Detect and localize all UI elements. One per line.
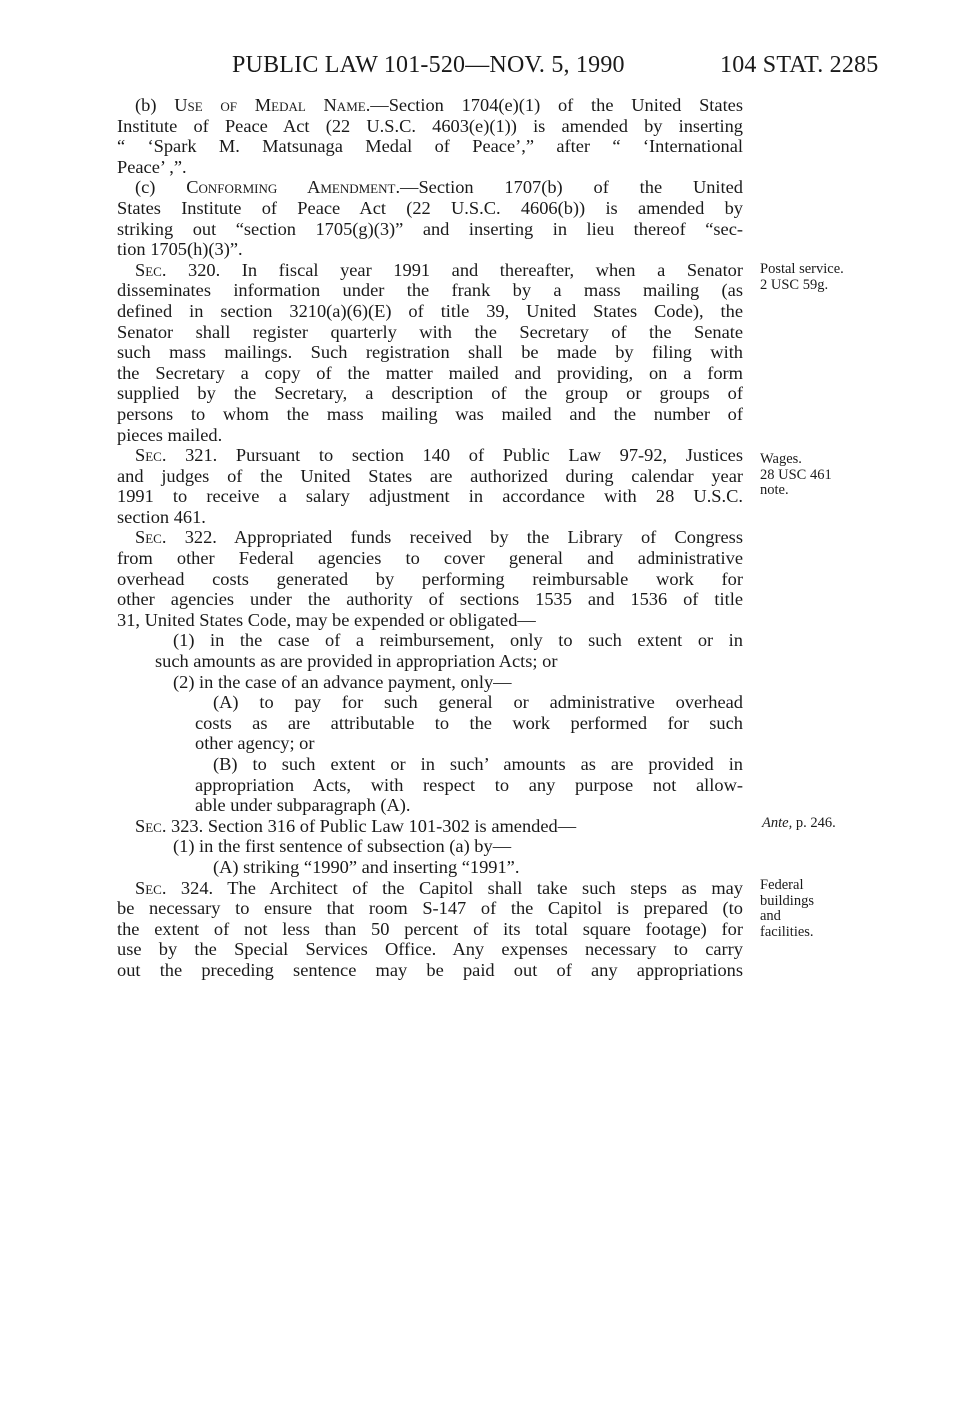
sec-323-item-1: (1) in the first sentence of subsection (a) by—: [173, 836, 512, 857]
sec-322-item-a-line-2: costs as are attributable to the work performed for such: [195, 712, 743, 733]
para-b-line-4: Peace’ ,”.: [117, 156, 187, 177]
header-title: PUBLIC LAW 101-520—NOV. 5, 1990: [232, 52, 625, 78]
sec-321-line-2: and judges of the United States are authorized during calendar year: [117, 465, 743, 486]
sec-322-item-1-line-1: (1) in the case of a reimbursement, only to such extent or in: [173, 630, 743, 651]
sec-320-line-2: disseminates information under the frank by a mass mailing (as: [117, 280, 743, 301]
para-b-heading: Use of Medal Name: [174, 95, 366, 115]
body-text: [117, 95, 743, 981]
para-b-line-3: “ ‘Spark M. Matsunaga Medal of Peace’,” after “ ‘International: [117, 136, 743, 157]
sec-323-line: Sec. 323. Section 316 of Public Law 101-302 is amended—: [135, 815, 577, 836]
sec-322-item-a-line-3: other agency; or: [195, 733, 315, 754]
para-c-line-2: States Institute of Peace Act (22 U.S.C. 4606(b)) is amended by: [117, 197, 743, 218]
sec-322-item-b-line-1: (B) to such extent or in such’ amounts as are provided in: [213, 754, 743, 774]
para-c-line-1: (c) Conforming Amendment.—Section 1707(b) of the United: [135, 177, 743, 198]
sec-322-line-5: 31, United States Code, may be expended or obligated—: [117, 609, 536, 630]
para-c-line-3: striking out “section 1705(g)(3)” and inserting in lieu thereof “sec-: [117, 218, 743, 239]
sec-324-line-2: be necessary to ensure that room S-147 of the Capitol is prepared (to: [117, 898, 743, 919]
sec-322-item-b-line-2: appropriation Acts, with respect to any purpose not allow-: [195, 774, 743, 795]
para-c-heading: Conforming Amendment: [186, 177, 396, 198]
sec-324-line-5: out the preceding sentence may be paid out of any appropriations: [117, 959, 743, 980]
sec-322-line-2: from other Federal agencies to cover general and administrative: [117, 548, 743, 569]
sec-322-item-b-line-3: able under subparagraph (A).: [195, 795, 411, 816]
sec-324-line-4: use by the Special Services Office. Any expenses necessary to carry: [117, 939, 743, 960]
sec-320-line-5: such mass mailings. Such registration shall be made by filing with: [117, 342, 743, 363]
sec-320-line-8: persons to whom the mass mailing was mailed and the number of: [117, 403, 743, 424]
sec-320-line-3: defined in section 3210(a)(6)(E) of title 39, United States Code), the: [117, 300, 743, 321]
margin-note-postal-service: Postal service. 2 USC 59g.: [760, 261, 844, 293]
header-stat-number: 104 STAT. 2285: [720, 52, 879, 78]
sec-321-line-3: 1991 to receive a salary adjustment in accordance with 28 U.S.C.: [117, 486, 743, 507]
sec-322-line-3: overhead costs generated by performing reimbursable work for: [117, 568, 743, 589]
sec-322-item-1-line-2: such amounts as are provided in appropriation Acts; or: [155, 651, 558, 672]
sec-321-line-4: section 461.: [117, 506, 206, 527]
margin-note-wages: Wages. 28 USC 461 note.: [760, 451, 832, 498]
sec-322-item-a-line-1: (A) to pay for such general or administrative overhead: [213, 692, 743, 713]
sec-320-line-7: supplied by the Secretary, a description of the group or groups of: [117, 383, 743, 404]
sec-322-line-4: other agencies under the authority of sections 1535 and 1536 of title: [117, 589, 743, 610]
sec-320-line-1: Sec. 320. In fiscal year 1991 and thereafter, when a Senator: [135, 259, 743, 280]
para-c-line-4: tion 1705(h)(3)”.: [117, 239, 243, 260]
sec-323-item-a: (A) striking “1990” and inserting “1991”.: [213, 856, 520, 877]
sec-324-line-1: Sec. 324. The Architect of the Capitol shall take such steps as may: [135, 877, 743, 898]
para-b-line-1: (b) Use of Medal Name.—Section 1704(e)(1) of the United States: [135, 95, 744, 115]
margin-note-ante: Ante, p. 246.: [762, 815, 836, 831]
sec-322-line-1: Sec. 322. Appropriated funds received by the Library of Congress: [135, 527, 743, 548]
sec-320-line-4: Senator shall register quarterly with the Secretary of the Senate: [117, 321, 743, 342]
sec-320-line-6: the Secretary a copy of the matter mailed and providing, on a form: [117, 362, 743, 383]
sec-321-line-1: Sec. 321. Pursuant to section 140 of Public Law 97-92, Justices: [135, 445, 743, 466]
para-b-line-2: Institute of Peace Act (22 U.S.C. 4603(e)(1)) is amended by inserting: [117, 115, 743, 136]
sec-324-line-3: the extent of not less than 50 percent of its total square footage) for: [117, 918, 743, 939]
margin-note-federal-buildings: Federal buildings and facilities.: [760, 877, 814, 940]
sec-320-line-9: pieces mailed.: [117, 424, 223, 445]
sec-322-item-2: (2) in the case of an advance payment, only—: [173, 671, 512, 692]
page-header: [0, 52, 954, 82]
